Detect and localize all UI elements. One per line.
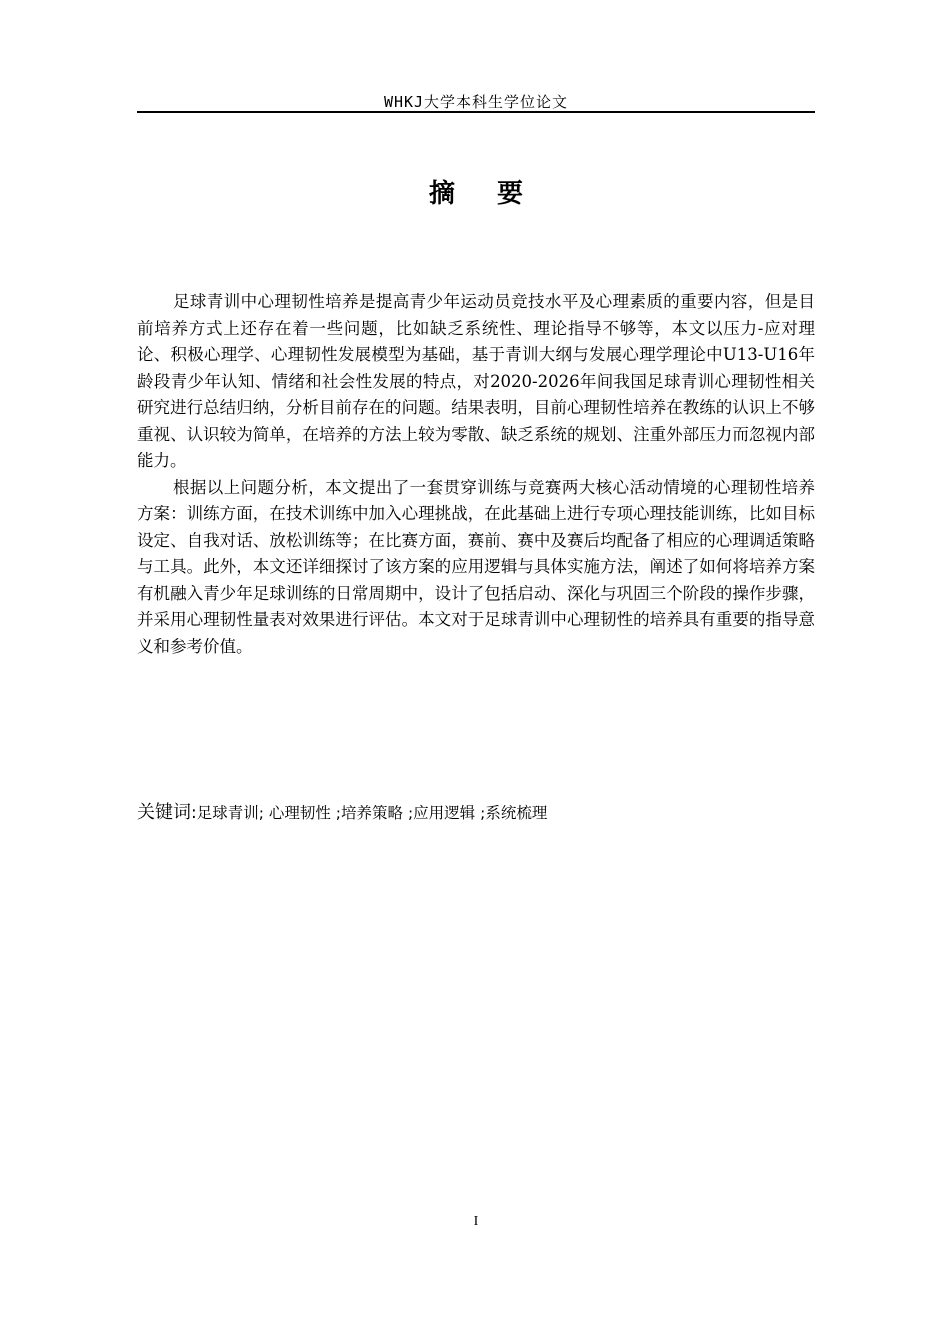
keywords-label: 关键词 [137, 802, 191, 823]
page-number: I [473, 1214, 479, 1229]
abstract-title: 摘要 [428, 179, 565, 209]
keywords-separator: : [191, 803, 197, 823]
keywords-list: 足球青训; 心理韧性 ;培养策略 ;应用逻辑 ;系统梳理 [196, 804, 548, 822]
abstract-paragraph-2: 根据以上问题分析，本文提出了一套贯穿训练与竞赛两大核心活动情境的心理韧性培养方案：训练方面，在技术训练中加入心理挑战，在此基础上进行专项心理技能训练，比如目标设定、自我对话、放松训练等；在比赛方面，赛前、赛中及赛后均配备了相应的心理调适策略与工具。此外，本文还详细探讨了该方案的应用逻辑与具体实施方法，阐述了如何将培养方案有机融入青少年足球训练的日常周期中，设计了包括启动、深化与巩固三个阶段的操作步骤，并采用心理韧性量表对效果进行评估。本文对于足球青训中心理韧性的培养具有重要的指导意义和参考价值。 [137, 477, 815, 656]
running-header: WHKJ大学本科生学位论文 [383, 93, 569, 111]
keywords-line [137, 800, 815, 826]
abstract-body [137, 289, 815, 660]
abstract-paragraph-1: 足球青训中心理韧性培养是提高青少年运动员竞技水平及心理素质的重要内容，但是目前培养方式上还存在着一些问题，比如缺乏系统性、理论指导不够等，本文以压力-应对理论、积极心理学、心理韧性发展模型为基础，基于青训大纲与发展心理学理论中U13-U16年龄段青少年认知、情绪和社会性发展的特点，对2020-2026年间我国足球青训心理韧性相关研究进行总结归纳，分析目前存在的问题。结果表明，目前心理韧性培养在教练的认识上不够重视、认识较为简单，在培养的方法上较为零散、缺乏系统的规划、注重外部压力而忽视内部能力。 [137, 292, 815, 470]
header-rule [137, 111, 815, 113]
